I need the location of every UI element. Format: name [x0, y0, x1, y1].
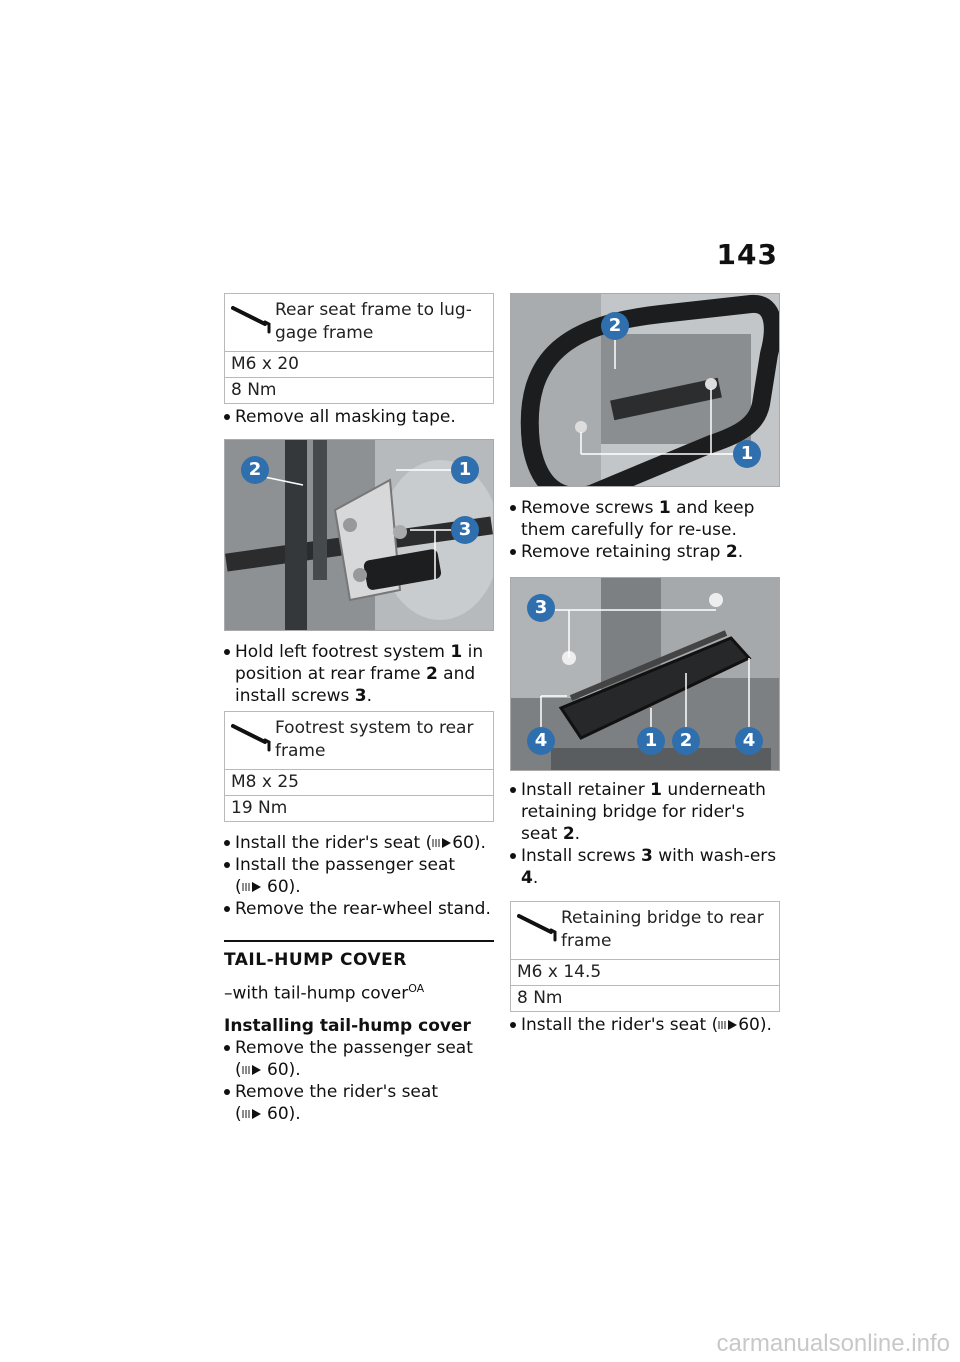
step-item [510, 779, 780, 845]
step-list [510, 779, 780, 889]
ref-number: 2 [725, 542, 738, 562]
torque-value: 8 Nm [231, 380, 277, 400]
retaining-strap-illustration [511, 294, 779, 486]
step-text: and keep them carefully for re-use. [521, 498, 755, 540]
step-item [224, 641, 494, 707]
option-code: OA [408, 982, 425, 995]
footrest-photo [224, 439, 494, 631]
page-reference-arrow-icon[interactable] [432, 837, 452, 849]
torque-table-header [225, 712, 493, 770]
step-text: Hold left footrest system [235, 642, 451, 662]
torque-table-header [225, 294, 493, 352]
torque-title-line: Rear seat frame to lug- [275, 300, 472, 320]
footrest-illustration [225, 440, 493, 630]
torque-table-title [275, 716, 473, 763]
step-text: Install the passenger seat [235, 855, 456, 875]
ref-number: 2 [562, 824, 575, 844]
step-text: . [574, 824, 581, 844]
step-item [510, 845, 780, 889]
torque-title-line: Footrest system to rear [275, 718, 474, 738]
page-reference[interactable]: 60). [452, 833, 486, 853]
step-list [224, 1037, 494, 1125]
right-column [510, 293, 780, 1036]
step-list [510, 1014, 780, 1036]
ref-number: 1 [450, 642, 463, 662]
page-reference-arrow-icon[interactable] [718, 1019, 738, 1031]
step-list [224, 406, 494, 428]
step-text: underneath retaining bridge for rider's seat [521, 780, 766, 844]
retaining-strap-photo [510, 293, 780, 487]
torque-size: M6 x 20 [225, 352, 493, 378]
step-item [510, 541, 780, 563]
torque-wrench-icon [231, 722, 275, 752]
subheading: Installing tail-hump cover [224, 1015, 471, 1036]
page-reference-arrow-icon[interactable] [242, 1108, 262, 1120]
option-text: –with tail-hump cover [224, 983, 409, 1004]
step-item: Remove all masking tape. [224, 406, 494, 428]
step-text: Install the rider's seat ( [235, 833, 433, 853]
torque-value: 19 Nm [231, 798, 288, 818]
ref-number: 3 [641, 846, 653, 866]
option-line [224, 978, 494, 1005]
torque-table-rear-seat-frame [224, 293, 494, 404]
callout-2: 2 [248, 459, 262, 480]
page-number: 143 [716, 238, 778, 271]
ref-number: 3 [354, 686, 367, 706]
torque-title-line: frame [561, 931, 612, 951]
torque-title-line: Retaining bridge to rear [561, 908, 764, 928]
step-text: Remove screws [521, 498, 659, 518]
step-text: . [366, 686, 372, 706]
torque-table-footrest [224, 711, 494, 822]
torque-table-header [511, 902, 779, 960]
page-reference[interactable]: 60). [267, 1103, 301, 1124]
footer-watermark[interactable]: carmanualsonline.info [716, 1330, 950, 1357]
step-item: Remove the rear-wheel stand. [224, 898, 494, 920]
torque-size: M8 x 25 [225, 770, 493, 796]
retainer-photo [510, 577, 780, 771]
callout-3: 3 [458, 519, 472, 540]
callout-1: 1 [740, 443, 754, 464]
ref-number: 4 [521, 868, 533, 888]
page-reference-arrow-icon[interactable] [242, 1064, 262, 1076]
callout-4: 4 [742, 730, 756, 751]
callout-4: 4 [534, 730, 548, 751]
step-list [510, 497, 780, 563]
step-text: in position at rear frame [235, 642, 484, 684]
callout-2: 2 [608, 315, 622, 336]
step-list [224, 641, 494, 707]
step-text: . [532, 868, 539, 888]
step-item: Remove the rider's seat ( 60). [224, 1081, 494, 1125]
torque-wrench-icon [517, 912, 561, 942]
step-text: Remove the passenger seat [235, 1037, 473, 1058]
step-list [224, 832, 494, 920]
step-text: Install the rider's seat ( [521, 1015, 719, 1035]
step-text: . [737, 542, 744, 562]
torque-value: 8 Nm [517, 988, 563, 1008]
step-item: Remove the passenger seat ( 60). [224, 1037, 494, 1081]
torque-wrench-icon [231, 304, 275, 334]
step-text: Remove the rider's seat [235, 1081, 438, 1102]
section-title: TAIL-HUMP COVER [224, 950, 407, 970]
callout-2: 2 [679, 730, 693, 751]
torque-table-retaining-bridge [510, 901, 780, 1012]
torque-title-line: frame [275, 741, 326, 761]
torque-table-title [275, 298, 472, 345]
step-text: and install screws [235, 664, 476, 706]
step-text: with wash-ers [652, 846, 777, 866]
ref-number: 1 [658, 498, 671, 518]
callout-3: 3 [534, 597, 548, 618]
step-text: Install screws [521, 846, 642, 866]
step-item [510, 1014, 780, 1036]
page-reference[interactable]: 60). [267, 877, 301, 897]
torque-table-title [561, 906, 764, 953]
step-text: Install retainer [521, 780, 651, 800]
torque-size: M6 x 14.5 [511, 960, 779, 986]
page-reference[interactable]: 60). [738, 1015, 772, 1035]
ref-number: 1 [650, 780, 662, 800]
step-item [510, 497, 780, 541]
ref-number: 2 [425, 664, 438, 684]
step-item [224, 832, 494, 854]
callout-1: 1 [458, 459, 472, 480]
page-reference-arrow-icon[interactable] [242, 881, 262, 893]
torque-title-line: gage frame [275, 323, 374, 343]
left-column [224, 293, 494, 1125]
step-text: Remove retaining strap [521, 542, 726, 562]
callout-1: 1 [644, 730, 658, 751]
page-reference[interactable]: 60). [267, 1059, 301, 1080]
section-divider [224, 940, 494, 942]
step-item: Install the passenger seat ( 60). [224, 854, 494, 898]
